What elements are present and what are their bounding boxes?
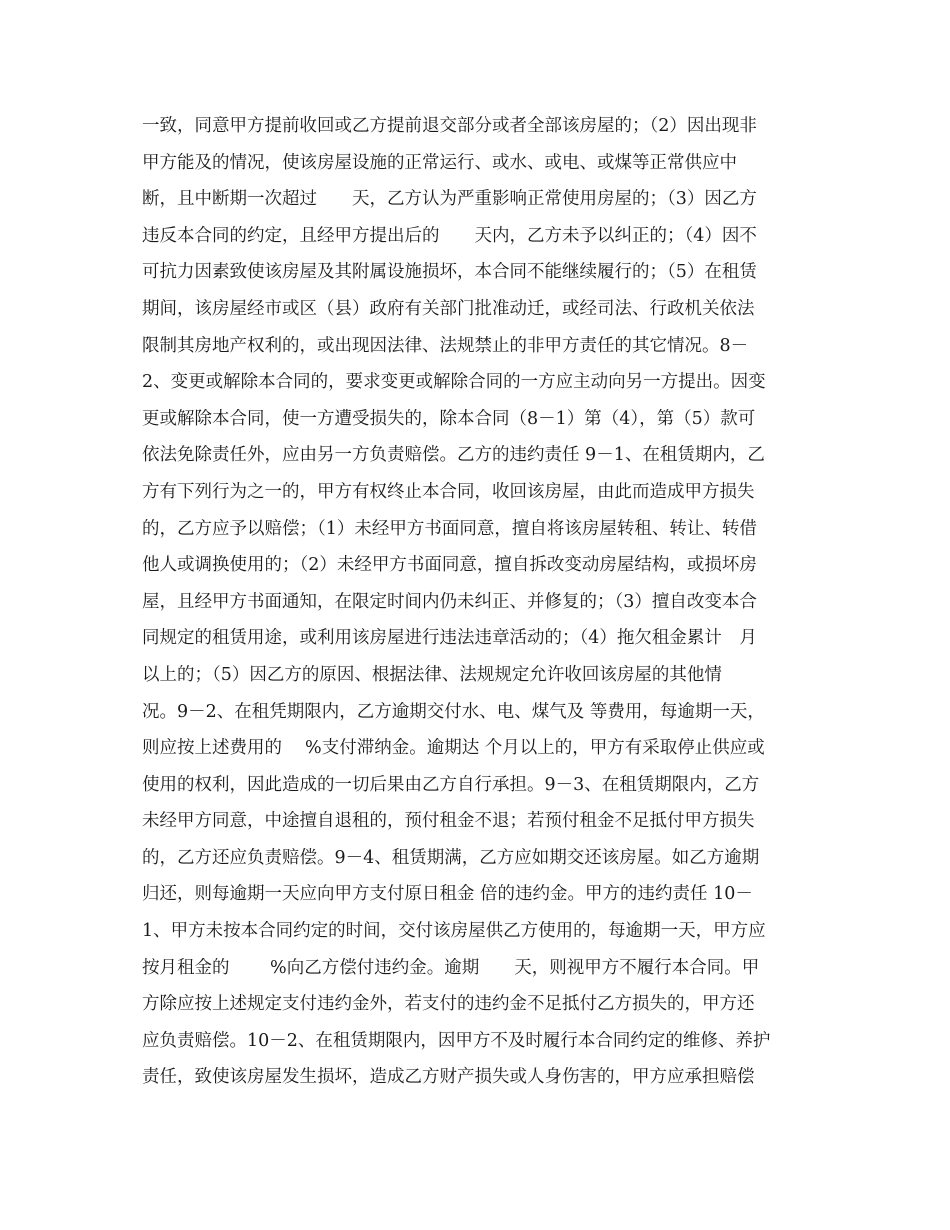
- text-line: 的，乙方应予以赔偿；（1）未经甲方书面同意，擅自将该房屋转租、转让、转借: [142, 518, 757, 539]
- text-line: 违反本合同的约定，且经甲方提出后的 天内，乙方未予以纠正的；（4）因不: [142, 225, 757, 246]
- text-line: 1、甲方未按本合同约定的时间，交付该房屋供乙方使用的，每逾期一天，甲方应: [142, 921, 766, 942]
- text-line: 使用的权利，因此造成的一切后果由乙方自行承担。9－3、在租赁期限内，乙方: [142, 774, 760, 795]
- text-line: 方有下列行为之一的，甲方有权终止本合同，收回该房屋，由此而造成甲方损失: [142, 481, 755, 502]
- text-line: 应负责赔偿。10－2、在租赁期限内，因甲方不及时履行本合同约定的维修、养护: [142, 1030, 771, 1051]
- text-line: 他人或调换使用的；（2）未经甲方书面同意，擅自拆改变动房屋结构，或损坏房: [142, 555, 757, 576]
- text-line: 期间，该房屋经市或区（县）政府有关部门批准动迁，或经司法、行政机关依法: [142, 298, 755, 319]
- text-line: 归还，则每逾期一天应向甲方支付原日租金 倍的违约金。甲方的违约责任 10－: [142, 884, 753, 905]
- text-line: 以上的；（5）因乙方的原因、根据法律、法规规定允许收回该房屋的其他情: [142, 664, 722, 685]
- text-line: 屋，且经甲方书面通知，在限定时间内仍未纠正、并修复的；（3）擅自改变本合: [142, 591, 757, 612]
- text-line: 一致，同意甲方提前收回或乙方提前退交部分或者全部该房屋的；（2）因出现非: [142, 116, 757, 136]
- text-line: 断，且中断期一次超过 天，乙方认为严重影响正常使用房屋的；（3）因乙方: [142, 189, 757, 210]
- text-line: 责任，致使该房屋发生损坏，造成乙方财产损失或人身伤害的，甲方应承担赔偿: [142, 1067, 755, 1088]
- text-line: 2、变更或解除本合同的，要求变更或解除合同的一方应主动向另一方提出。因变: [142, 372, 766, 393]
- text-line: 限制其房地产权利的，或出现因法律、法规禁止的非甲方责任的其它情况。8－: [142, 335, 749, 356]
- text-line: 依法免除责任外，应由另一方负责赔偿。乙方的违约责任 9－1、在租赁期内，乙: [142, 445, 765, 466]
- text-line: 况。9－2、在租凭期限内，乙方逾期交付水、电、煤气及 等费用，每逾期一天，: [142, 701, 765, 722]
- text-line: 未经甲方同意，中途擅自退租的，预付租金不退；若预付租金不足抵付甲方损失: [142, 811, 755, 832]
- text-line: 更或解除本合同，使一方遭受损失的，除本合同（8－1）第（4），第（5）款可: [142, 408, 756, 429]
- contract-body-text: [142, 114, 822, 1102]
- text-line: 则应按上述费用的 %支付滞纳金。逾期达 个月以上的，甲方有采取停止供应或: [142, 738, 765, 759]
- text-line: 可抗力因素致使该房屋及其附属设施损坏，本合同不能继续履行的；（5）在租赁: [142, 262, 757, 283]
- text-line: 按月租金的 %向乙方偿付违约金。逾期 天，则视甲方不履行本合同。甲: [142, 957, 760, 978]
- text-line: 同规定的租赁用途，或利用该房屋进行违法违章活动的；（4）拖欠租金累计 月: [142, 628, 757, 649]
- text-line: 方除应按上述规定支付违约金外，若支付的违约金不足抵付乙方损失的，甲方还: [142, 994, 755, 1015]
- text-line: 甲方能及的情况，使该房屋设施的正常运行、或水、或电、或煤等正常供应中: [142, 152, 737, 173]
- text-line: 的，乙方还应负责赔偿。9－4、租赁期满，乙方应如期交还该房屋。如乙方逾期: [142, 847, 760, 868]
